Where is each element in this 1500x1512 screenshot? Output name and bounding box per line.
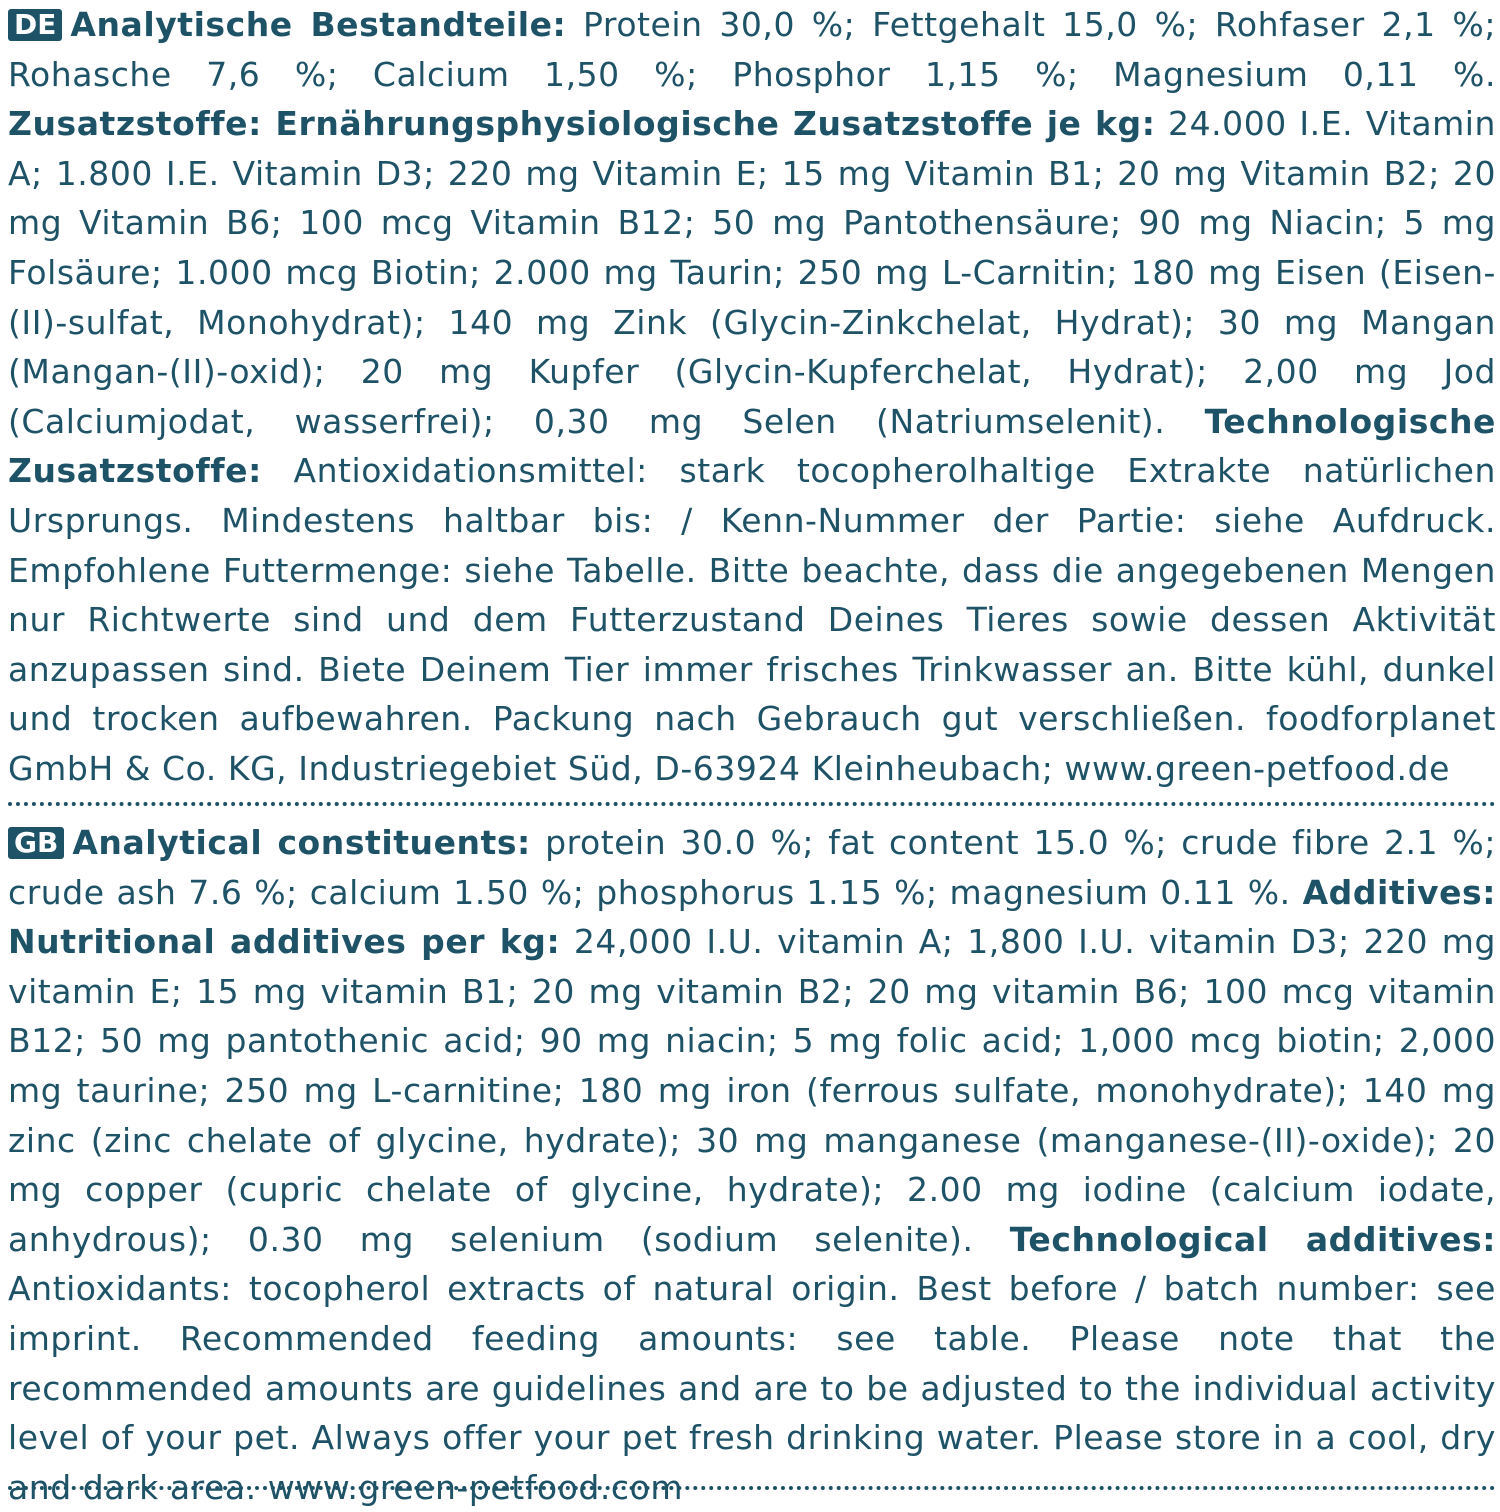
section-german	[8, 0, 1496, 794]
heading-analytical-gb: Analytical constituents:	[72, 823, 531, 862]
text-analytical-gb: protein 30.0 %; fat content 15.0 %; crude fibre 2.1 %; crude ash 7.6 %; calcium 1.50 %; phosphorus 1.15 %; magnesium 0.11 %.	[8, 823, 1496, 912]
text-technological-gb: Antioxidants: tocopherol extracts of natural origin. Best before / batch number: see imprint. Recommended feeding amounts: see table. Please note that the recommended amounts are guidelines and are to be adjusted to the individual activity level of your pet. Always offer your pet fresh drinking water. Please store in a cool, dry and dark area. www.green-petfood.com	[8, 1269, 1496, 1507]
text-analytical-de: Protein 30,0 %; Fettgehalt 15,0 %; Rohfaser 2,1 %; Rohasche 7,6 %; Calcium 1,50 %; Phosphor 1,15 %; Magnesium 0,11 %.	[8, 5, 1496, 94]
heading-analytical-de: Analytische Bestandteile:	[70, 5, 567, 44]
heading-additives-de: Zusatzstoffe: Ernährungsphysiologische Zusatzstoffe je kg:	[8, 104, 1156, 144]
english-paragraph	[8, 818, 1496, 1512]
heading-technological-de: Technologische Zusatzstoffe:	[8, 401, 1496, 491]
heading-technological-gb: Technological additives:	[1009, 1219, 1496, 1259]
text-additives-gb: 24,000 I.U. vitamin A; 1,800 I.U. vitamin D3; 220 mg vitamin E; 15 mg vitamin B1; 20 mg vitamin B2; 20 mg vitamin B6; 100 mcg vitamin B12; 50 mg pantothenic acid; 90 mg niacin; 5 mg folic acid; 1,000 mcg biotin; 2,000 mg taurine; 250 mg L-carnitine; 180 mg iron (ferrous sulfate, monohydrate); 140 mg zinc (zinc chelate of glycine, hydrate); 30 mg manganese (manganese-(II)-oxide); 20 mg copper (cupric chelate of glycine, hydrate); 2.00 mg iodine (calcium iodate, anhydrous); 0.30 mg selenium (sodium selenite).	[8, 922, 1496, 1259]
language-badge-gb: GB	[8, 827, 64, 859]
german-paragraph	[8, 0, 1496, 794]
text-technological-de: Antioxidationsmittel: stark tocopherolhaltige Extrakte natürlichen Ursprungs. Mindestens haltbar bis: / Kenn-Nummer der Partie: siehe Aufdruck. Empfohlene Futtermenge: siehe Tabelle. Bitte beachte, dass die angegebenen Mengen nur Richtwerte sind und dem Futterzustand Deines Tieres sowie dessen Aktivität anzupassen sind. Biete Deinem Tier immer frisches Trinkwasser an. Bitte kühl, dunkel und trocken aufbewahren. Packung nach Gebrauch gut verschließen. foodforplanet GmbH & Co. KG, Industriegebiet Süd, D-63924 Kleinheubach; www.green-petfood.de	[8, 451, 1496, 788]
language-badge-de: DE	[8, 9, 62, 41]
section-english	[8, 818, 1496, 1507]
text-additives-de: 24.000 I.E. Vitamin A; 1.800 I.E. Vitamin D3; 220 mg Vitamin E; 15 mg Vitamin B1; 20 mg Vitamin B2; 20 mg Vitamin B6; 100 mcg Vitamin B12; 50 mg Pantothensäure; 90 mg Niacin; 5 mg Folsäure; 1.000 mcg Biotin; 2.000 mg Taurin; 250 mg L-Carnitin; 180 mg Eisen (Eisen-(II)-sulfat, Monohydrat); 140 mg Zink (Glycin-Zinkchelat, Hydrat); 30 mg Mangan (Mangan-(II)-oxid); 20 mg Kupfer (Glycin-Kupferchelat, Hydrat); 2,00 mg Jod (Calciumjodat, wasserfrei); 0,30 mg Selen (Natriumselenit).	[8, 104, 1496, 441]
dotted-divider	[8, 802, 1496, 806]
label-text-page	[8, 0, 1496, 1507]
heading-additives-gb: Additives: Nutritional additives per kg:	[8, 872, 1496, 962]
